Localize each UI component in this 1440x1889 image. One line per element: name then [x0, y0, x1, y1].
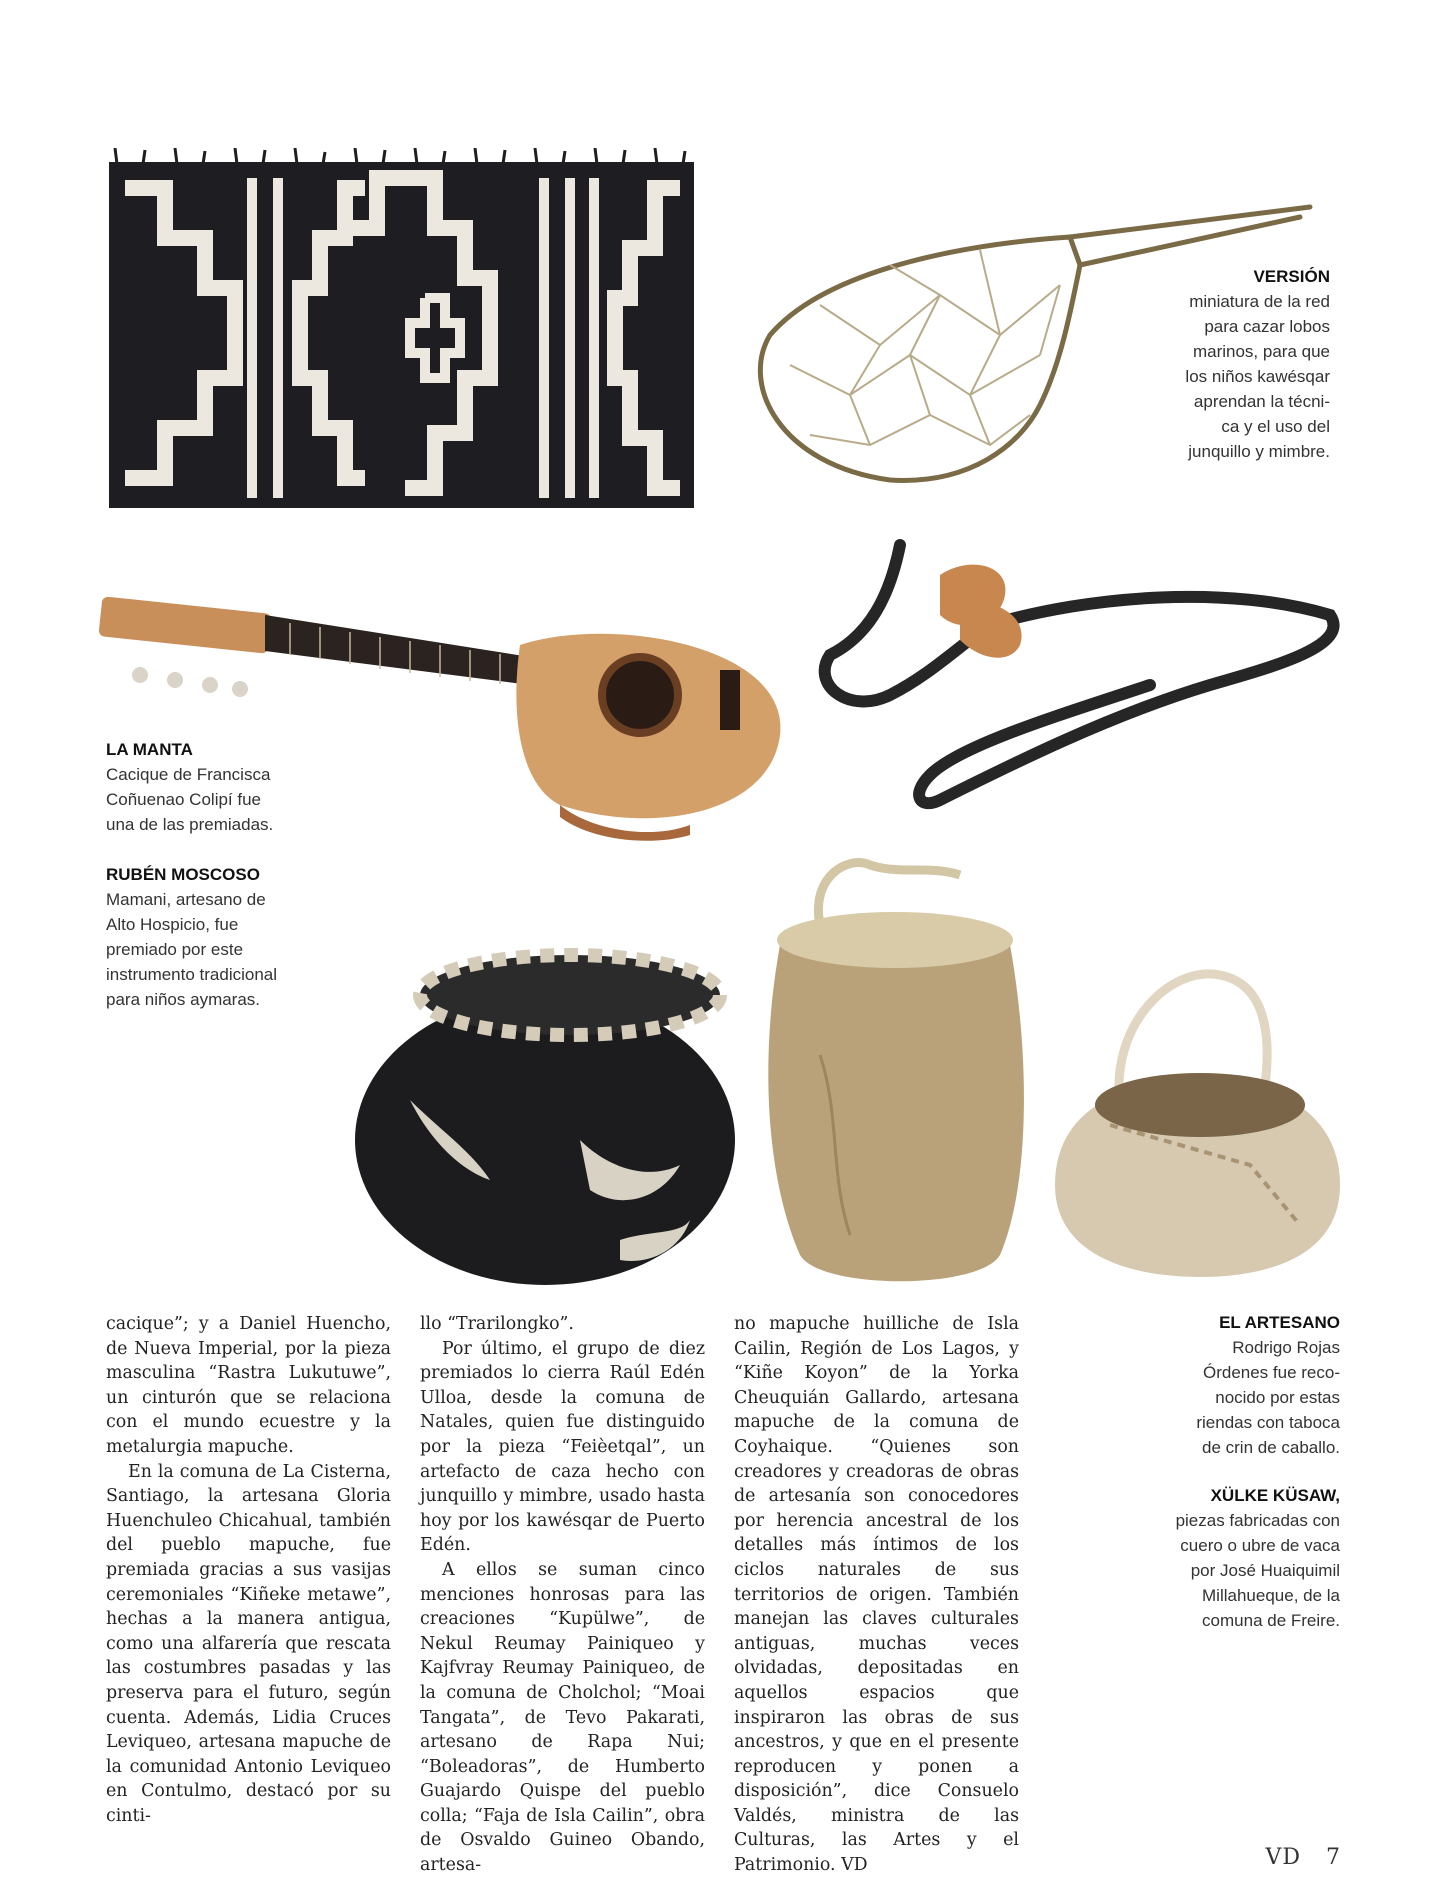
- body-column-2: [420, 1312, 705, 1878]
- caption-line: riendas con taboca: [1196, 1413, 1340, 1432]
- caption-el-artesano: [1100, 1310, 1340, 1460]
- dark-hide-vessel-image: [350, 930, 745, 1290]
- caption-line: marinos, para que: [1192, 342, 1330, 361]
- paragraph: A ellos se suman cinco menciones honrosas para las creaciones “Kupülwe”, de Nekul Reumay Painiqueo y Kajfvray Reumay Painiqueo, de la comuna de Cholchol; “Moai Tangata”, de Tevo Pakarati, artesano de Rapa Nui; “Boleadoras”, de Humberto Guajardo Quispe del pueblo colla; “Faja de Isla Cailin”, obra de Osvaldo Guineo Obando, artesa-: [420, 1559, 705, 1876]
- textile-manta-image: [105, 148, 698, 510]
- caption-line: Órdenes fue reco-: [1202, 1363, 1340, 1382]
- reins-image: [810, 535, 1345, 815]
- caption-line: Rodrigo Rojas: [1232, 1338, 1340, 1357]
- caption-line: Mamani, artesano de: [106, 890, 266, 909]
- round-hide-vessel-image: [1050, 965, 1345, 1280]
- caption-line: para cazar lobos: [1204, 317, 1330, 336]
- caption-line: premiado por este: [106, 940, 244, 959]
- paragraph: llo “Trarilongko”.: [420, 1314, 574, 1334]
- body-column-3: [734, 1312, 1019, 1878]
- body-column-1: [106, 1312, 391, 1828]
- caption-line: Coñuenao Colipí fue: [106, 790, 262, 809]
- caption-xulke-kusaw: [1100, 1483, 1340, 1633]
- caption-line: Cacique de Francisca: [106, 765, 271, 784]
- caption-ruben-moscoso: [106, 862, 356, 1012]
- paragraph: Por último, el grupo de diez premiados lo cierra Raúl Edén Ulloa, desde la comuna de Natales, quien fue distinguido por la pieza “Feièetqal”, un artefacto de caza hecho con junquillo y mimbre, usado hasta hoy por los kawésqar de Puerto Edén.: [420, 1338, 705, 1556]
- caption-manta: [106, 737, 346, 837]
- caption-heading: EL ARTESANO: [1219, 1313, 1340, 1332]
- paragraph: cacique”; y a Daniel Huencho, de Nueva Imperial, por la pieza masculina “Rastra Lukutuwe”, un cinturón que se relaciona con el mundo ecuestre y la metalurgia mapuche.: [106, 1314, 391, 1457]
- caption-line: piezas fabricadas con: [1175, 1511, 1340, 1530]
- caption-heading: XÜLKE KÜSAW,: [1210, 1486, 1340, 1505]
- caption-line: los niños kawésqar: [1185, 367, 1330, 386]
- caption-line: una de las premiadas.: [106, 815, 274, 834]
- caption-line: de crin de caballo.: [1202, 1438, 1340, 1457]
- caption-line: miniatura de la red: [1189, 292, 1330, 311]
- tall-hide-vessel-image: [760, 855, 1035, 1290]
- caption-line: junquillo y mimbre.: [1188, 442, 1330, 461]
- caption-line: por José Huaiquimil: [1190, 1561, 1340, 1580]
- paragraph: En la comuna de La Cisterna, Santiago, la artesana Gloria Huenchuleo Chicahual, también del pueblo mapuche, fue premiada gracias a sus vasijas ceremoniales “Kiñeke metawe”, hechas a la manera antigua, como una alfarería que rescata las costumbres pasadas y las preserva para el futuro, según cuenta. Además, Lidia Cruces Leviqueo, artesana mapuche de la comunidad Antonio Leviqueo en Contulmo, destacó por su cinti-: [106, 1461, 391, 1826]
- caption-line: comuna de Freire.: [1202, 1611, 1340, 1630]
- paragraph: no mapuche huilliche de Isla Cailin, Región de Los Lagos, y “Kiñe Koyon” de la Yorka Cheuquián Gallardo, artesana mapuche de la comuna de Coyhaique. “Quienes son creadores y creadoras de obras de artesanía son conocedores por herencia ancestral de los detalles más íntimos de los ciclos naturales de sus territorios de origen. También manejan las claves culturales antiguas, muchas veces olvidadas, depositadas en aquellos espacios que inspiraron las obras de sus ancestros, y que en el presente reproducen y ponen a disposición”, dice Consuelo Valdés, ministra de las Culturas, las Artes y el Patrimonio. VD: [734, 1314, 1019, 1876]
- page-folio: [1265, 1845, 1340, 1870]
- caption-line: para niños aymaras.: [106, 990, 261, 1009]
- caption-line: instrumento tradicional: [106, 965, 278, 984]
- page-number: 7: [1326, 1845, 1340, 1870]
- caption-version: [1100, 264, 1330, 464]
- caption-heading: VERSIÓN: [1253, 267, 1330, 286]
- caption-line: aprendan la técni-: [1193, 392, 1330, 411]
- caption-line: Alto Hospicio, fue: [106, 915, 239, 934]
- caption-line: cuero o ubre de vaca: [1180, 1536, 1340, 1555]
- caption-line: Millahueque, de la: [1202, 1586, 1340, 1605]
- caption-heading: LA MANTA: [106, 740, 193, 759]
- caption-line: ca y el uso del: [1221, 417, 1330, 436]
- magazine-signature: VD: [1265, 1845, 1301, 1870]
- caption-heading: RUBÉN MOSCOSO: [106, 865, 260, 884]
- caption-line: nocido por estas: [1215, 1388, 1340, 1407]
